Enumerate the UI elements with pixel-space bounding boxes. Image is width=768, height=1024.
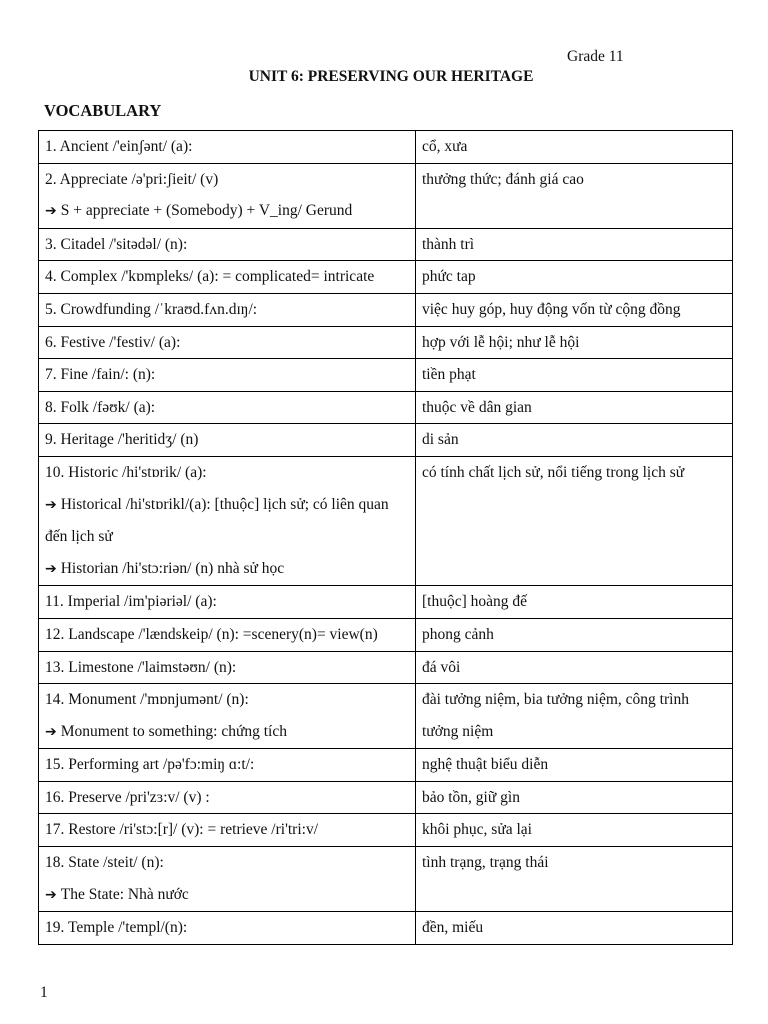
table-row [39, 424, 733, 457]
term-note-text: S + appreciate + (Somebody) + V_ing/ Gerund [60, 202, 353, 220]
table-row [39, 261, 733, 294]
term-cell [39, 781, 416, 814]
meaning-cell: đền, miếu [416, 912, 733, 945]
term-cell [39, 847, 416, 912]
term-cell [39, 651, 416, 684]
term-cell [39, 424, 416, 457]
term-cell [39, 228, 416, 261]
term-text: 9. Heritage /'heritidʒ/ (n) [45, 431, 199, 449]
term-text: 1. Ancient /'einʃənt/ (a): [45, 138, 193, 155]
term-text: 5. Crowdfunding /ˈkraʊd.fʌn.dɪŋ/: [45, 300, 258, 318]
meaning-cell: thưởng thức; đánh giá cao [416, 163, 733, 228]
term-note [45, 553, 409, 586]
term-cell [39, 326, 416, 359]
table-row [39, 618, 733, 651]
meaning-cell: đài tưởng niệm, bia tưởng niệm, công trình tưởng niệm [416, 684, 733, 749]
term-text: 7. Fine /fain/: (n): [45, 366, 156, 384]
term-note-text: Monument to something: chứng tích [60, 722, 287, 740]
meaning-cell: thành trì [416, 228, 733, 261]
table-row [39, 781, 733, 814]
table-row [39, 749, 733, 782]
term-text: 17. Restore /ri'stɔ:[r]/ (v): = retrieve /ri'tri:v/ [45, 821, 319, 839]
term-cell [39, 163, 416, 228]
term-cell [39, 586, 416, 619]
term-note-text: Historian /hi'stɔ:riən/ (n) nhà sử học [60, 559, 285, 577]
grade-label: Grade 11 [567, 48, 624, 65]
term-cell [39, 814, 416, 847]
term-cell [39, 391, 416, 424]
meaning-cell: [thuộc] hoàng đế [416, 586, 733, 619]
term-text: 6. Festive /'festiv/ (a): [45, 333, 181, 351]
right-arrow-icon: ➔ [45, 886, 57, 903]
table-row [39, 651, 733, 684]
meaning-cell: việc huy góp, huy động vốn từ cộng đồng [416, 293, 733, 326]
table-row [39, 456, 733, 585]
term-cell [39, 749, 416, 782]
term-cell [39, 684, 416, 749]
table-row [39, 326, 733, 359]
meaning-cell: tiền phạt [416, 359, 733, 392]
term-text: 19. Temple /'templ/(n): [45, 919, 188, 937]
meaning-cell: đá vôi [416, 651, 733, 684]
term-cell [39, 293, 416, 326]
meaning-cell: cổ, xưa [416, 131, 733, 164]
meaning-cell: nghệ thuật biểu diễn [416, 749, 733, 782]
meaning-cell: phong cảnh [416, 618, 733, 651]
meaning-cell: tình trạng, trạng thái [416, 847, 733, 912]
meaning-cell: di sản [416, 424, 733, 457]
term-text: 3. Citadel /'sitədəl/ (n): [45, 235, 188, 253]
term-cell [39, 359, 416, 392]
table-row [39, 131, 733, 164]
term-note-text: The State: Nhà nước [60, 885, 189, 903]
term-cell [39, 912, 416, 945]
right-arrow-icon: ➔ [45, 496, 57, 513]
table-row [39, 847, 733, 912]
right-arrow-icon: ➔ [45, 560, 57, 577]
table-row [39, 586, 733, 619]
table-row [39, 814, 733, 847]
table-row [39, 293, 733, 326]
term-cell [39, 618, 416, 651]
table-row [39, 163, 733, 228]
term-text: 8. Folk /fəʊk/ (a): [45, 398, 156, 416]
term-text: 4. Complex /'kɒmpleks/ (a): = complicated= intricate [45, 268, 375, 286]
meaning-cell: có tính chất lịch sử, nổi tiếng trong lịch sử [416, 456, 733, 585]
table-row [39, 912, 733, 945]
term-text: 10. Historic /hi'stɒrik/ (a): [45, 463, 207, 481]
table-row [39, 359, 733, 392]
term-text: 15. Performing art /pə'fɔ:miŋ ɑ:t/: [45, 756, 255, 774]
meaning-cell: thuộc về dân gian [416, 391, 733, 424]
meaning-cell: hợp với lễ hội; như lễ hội [416, 326, 733, 359]
page-number: 1 [40, 984, 48, 1001]
term-note [45, 879, 409, 912]
table-row [39, 228, 733, 261]
meaning-cell: khôi phục, sửa lại [416, 814, 733, 847]
section-heading: VOCABULARY [44, 101, 162, 120]
term-text: 16. Preserve /pri'zɜ:v/ (v) : [45, 788, 210, 806]
term-note [45, 716, 409, 749]
table-row [39, 684, 733, 749]
term-note [45, 489, 409, 553]
table-row [39, 391, 733, 424]
term-note-text: Historical /hi'stɒrikl/(a): [thuộc] lịch sử; có liên quan đến lịch sử [45, 495, 389, 546]
vocabulary-table [38, 130, 733, 945]
right-arrow-icon: ➔ [45, 203, 57, 220]
term-cell [39, 456, 416, 585]
term-text: 14. Monument /'mɒnjumənt/ (n): [45, 691, 249, 709]
term-cell [39, 131, 416, 164]
term-text: 11. Imperial /im'piəriəl/ (a): [45, 593, 217, 611]
term-text: 2. Appreciate /ə'pri:ʃieit/ (v) [45, 170, 219, 188]
term-text: 13. Limestone /'laimstəʊn/ (n): [45, 658, 237, 676]
meaning-cell: bảo tồn, giữ gìn [416, 781, 733, 814]
term-text: 12. Landscape /'lændskeip/ (n): =scenery(n)= view(n) [45, 625, 378, 643]
meaning-cell: phức tap [416, 261, 733, 294]
term-note [45, 195, 409, 228]
right-arrow-icon: ➔ [45, 723, 57, 740]
term-text: 18. State /steit/ (n): [45, 854, 164, 872]
term-cell [39, 261, 416, 294]
unit-title: UNIT 6: PRESERVING OUR HERITAGE [248, 68, 534, 85]
